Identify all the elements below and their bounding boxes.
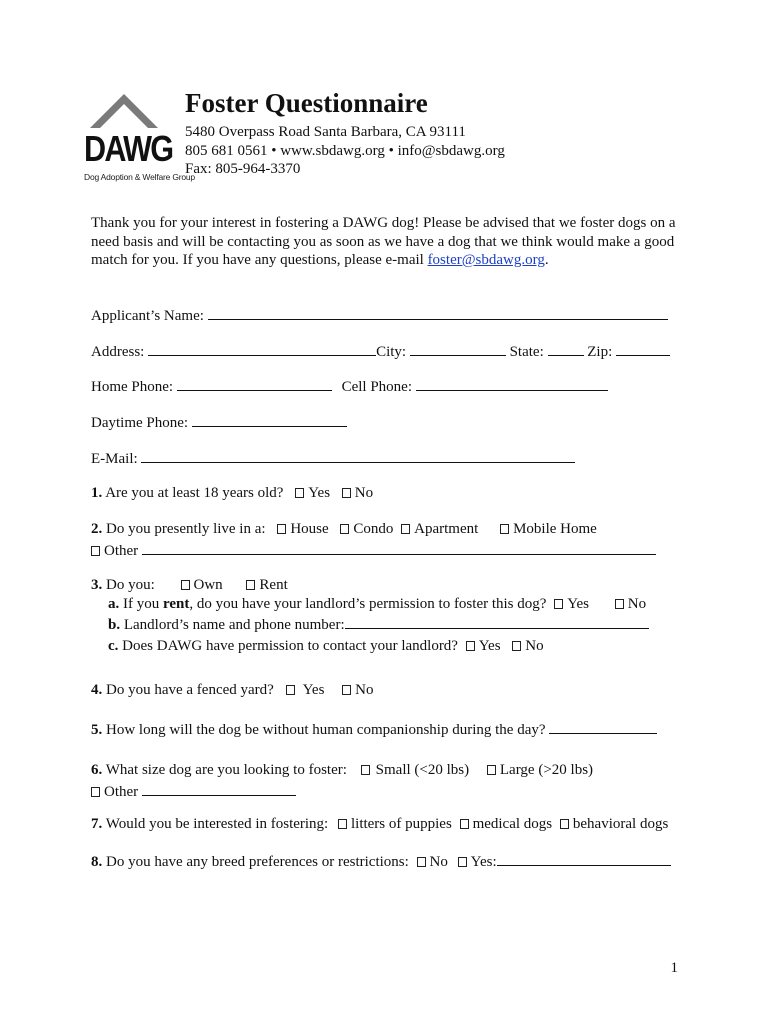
q2-mobile-checkbox[interactable] bbox=[500, 524, 509, 534]
q8-no-label: No bbox=[429, 854, 448, 870]
city-label: City: bbox=[376, 344, 407, 360]
q3a-pre: If you bbox=[123, 596, 163, 612]
q2-apartment-checkbox[interactable] bbox=[401, 524, 410, 534]
q6-small-label: Small (<20 lbs) bbox=[375, 762, 470, 778]
question-5 bbox=[91, 719, 657, 739]
applicant-name-row bbox=[91, 305, 668, 325]
q1-no-label: No bbox=[354, 485, 374, 501]
q3b-text: Landlord’s name and phone number: bbox=[123, 617, 345, 633]
q6-number: 6. bbox=[91, 762, 103, 778]
q7-medical-label: medical dogs bbox=[472, 816, 553, 832]
q3a-post: , do you have your landlord’s permission to foster this dog? bbox=[189, 596, 547, 612]
intro-end: . bbox=[544, 252, 549, 268]
q3c-yes-label: Yes bbox=[478, 638, 501, 654]
daytime-phone-field[interactable] bbox=[192, 412, 347, 427]
q3-number: 3. bbox=[91, 577, 103, 593]
question-2-other bbox=[91, 540, 656, 560]
q2-condo-label: Condo bbox=[353, 521, 394, 537]
q7-text: Would you be interested in fostering: bbox=[105, 816, 329, 832]
q4-yes-label: Yes bbox=[302, 682, 325, 698]
q3c-text: Does DAWG have permission to contact your landlord? bbox=[122, 638, 458, 654]
q3b-label: b. bbox=[108, 617, 121, 633]
q2-apartment-label: Apartment bbox=[414, 521, 479, 537]
question-7 bbox=[91, 816, 668, 833]
q4-no-checkbox[interactable] bbox=[342, 685, 351, 695]
q2-mobile-label: Mobile Home bbox=[513, 521, 597, 537]
q4-no-label: No bbox=[355, 682, 374, 698]
q7-medical-checkbox[interactable] bbox=[460, 819, 469, 829]
question-3 bbox=[91, 577, 288, 594]
q6-small-checkbox[interactable] bbox=[361, 765, 370, 775]
daytime-phone-label: Daytime Phone: bbox=[91, 415, 189, 431]
q2-other-label: Other bbox=[104, 543, 139, 559]
dawg-logo bbox=[84, 90, 195, 186]
q8-text: Do you have any breed preferences or restrictions: bbox=[106, 854, 409, 870]
question-4 bbox=[91, 682, 374, 699]
roof-icon bbox=[84, 90, 180, 130]
cell-phone-field[interactable] bbox=[416, 376, 608, 391]
question-3b bbox=[108, 614, 649, 634]
q3c-no-checkbox[interactable] bbox=[512, 641, 521, 651]
q7-behavioral-checkbox[interactable] bbox=[560, 819, 569, 829]
q2-number: 2. bbox=[91, 521, 103, 537]
question-3a bbox=[108, 596, 646, 613]
q6-text: What size dog are you looking to foster: bbox=[105, 762, 347, 778]
q3a-bold: rent bbox=[163, 596, 190, 612]
phone-row bbox=[91, 376, 608, 396]
q2-other-field[interactable] bbox=[142, 540, 656, 555]
q1-yes-label: Yes bbox=[308, 485, 331, 501]
q6-other-field[interactable] bbox=[142, 781, 296, 796]
email-field[interactable] bbox=[141, 448, 575, 463]
state-field[interactable] bbox=[548, 341, 584, 356]
q2-condo-checkbox[interactable] bbox=[340, 524, 349, 534]
q2-text: Do you presently live in a: bbox=[106, 521, 266, 537]
q3c-yes-checkbox[interactable] bbox=[466, 641, 475, 651]
q2-house-label: House bbox=[290, 521, 329, 537]
applicant-name-label: Applicant’s Name: bbox=[91, 308, 204, 324]
applicant-name-field[interactable] bbox=[208, 305, 668, 320]
email-label: E-Mail: bbox=[91, 451, 138, 467]
foster-email-link[interactable]: foster@sbdawg.org bbox=[427, 252, 545, 268]
q3b-field[interactable] bbox=[345, 614, 649, 629]
q6-other-checkbox[interactable] bbox=[91, 787, 100, 797]
question-3c bbox=[108, 638, 544, 655]
question-6-other bbox=[91, 781, 296, 801]
q5-number: 5. bbox=[91, 722, 103, 738]
q7-puppies-label: litters of puppies bbox=[350, 816, 452, 832]
q3-own-checkbox[interactable] bbox=[181, 580, 190, 590]
page-title: Foster Questionnaire bbox=[185, 88, 428, 118]
q3c-label: c. bbox=[108, 638, 119, 654]
daytime-phone-row bbox=[91, 412, 347, 432]
q4-text: Do you have a fenced yard? bbox=[106, 682, 274, 698]
q3a-no-label: No bbox=[627, 596, 647, 612]
q1-yes-checkbox[interactable] bbox=[295, 488, 304, 498]
question-8 bbox=[91, 851, 671, 871]
q6-other-label: Other bbox=[104, 784, 139, 800]
email-row bbox=[91, 448, 575, 468]
q2-other-checkbox[interactable] bbox=[91, 546, 100, 556]
q8-no-checkbox[interactable] bbox=[417, 857, 426, 867]
q3c-no-label: No bbox=[525, 638, 544, 654]
q8-number: 8. bbox=[91, 854, 103, 870]
q8-yes-checkbox[interactable] bbox=[458, 857, 467, 867]
page-number: 1 bbox=[670, 960, 678, 976]
intro-paragraph bbox=[91, 214, 691, 270]
question-2 bbox=[91, 521, 597, 538]
q3-own-label: Own bbox=[193, 577, 223, 593]
address-field[interactable] bbox=[148, 341, 376, 356]
q8-field[interactable] bbox=[497, 851, 671, 866]
q8-yes-label: Yes: bbox=[470, 854, 497, 870]
q5-text: How long will the dog be without human companionship during the day? bbox=[106, 722, 546, 738]
q4-yes-checkbox[interactable] bbox=[286, 685, 295, 695]
state-label: State: bbox=[509, 344, 544, 360]
fax-line: Fax: 805-964-3370 bbox=[185, 161, 301, 177]
q3-rent-label: Rent bbox=[259, 577, 288, 593]
q6-large-checkbox[interactable] bbox=[487, 765, 496, 775]
contact-line: 805 681 0561 • www.sbdawg.org • info@sbdawg.org bbox=[185, 143, 505, 159]
q1-number: 1. bbox=[91, 485, 103, 501]
q3a-no-checkbox[interactable] bbox=[615, 599, 624, 609]
q6-large-label: Large (>20 lbs) bbox=[499, 762, 594, 778]
q7-number: 7. bbox=[91, 816, 103, 832]
q3a-yes-label: Yes bbox=[567, 596, 590, 612]
address-row bbox=[91, 341, 670, 361]
home-phone-label: Home Phone: bbox=[91, 379, 174, 395]
q7-puppies-checkbox[interactable] bbox=[338, 819, 347, 829]
q5-field[interactable] bbox=[549, 719, 657, 734]
home-phone-field[interactable] bbox=[177, 376, 332, 391]
q2-house-checkbox[interactable] bbox=[277, 524, 286, 534]
q3a-yes-checkbox[interactable] bbox=[554, 599, 563, 609]
q3-text: Do you: bbox=[106, 577, 155, 593]
zip-field[interactable] bbox=[616, 341, 670, 356]
q4-number: 4. bbox=[91, 682, 103, 698]
address-line: 5480 Overpass Road Santa Barbara, CA 93111 bbox=[185, 124, 466, 140]
question-1 bbox=[91, 485, 373, 502]
city-field[interactable] bbox=[410, 341, 506, 356]
q3-rent-checkbox[interactable] bbox=[246, 580, 255, 590]
cell-phone-label: Cell Phone: bbox=[341, 379, 412, 395]
q3a-label: a. bbox=[108, 596, 120, 612]
q1-text: Are you at least 18 years old? bbox=[105, 485, 284, 501]
address-label: Address: bbox=[91, 344, 145, 360]
logo-wordmark: DAWG bbox=[84, 128, 173, 169]
q1-no-checkbox[interactable] bbox=[342, 488, 351, 498]
question-6 bbox=[91, 762, 593, 779]
q7-behavioral-label: behavioral dogs bbox=[572, 816, 669, 832]
zip-label: Zip: bbox=[587, 344, 613, 360]
intro-text: Thank you for your interest in fostering a DAWG dog! Please be advised that we foster dogs on a need basis and will be contacting you as soon as we have a dog that we think would make a good match for you. If you have any questions, please e-mail bbox=[91, 215, 676, 268]
logo-subtitle: Dog Adoption & Welfare Group bbox=[84, 172, 195, 182]
